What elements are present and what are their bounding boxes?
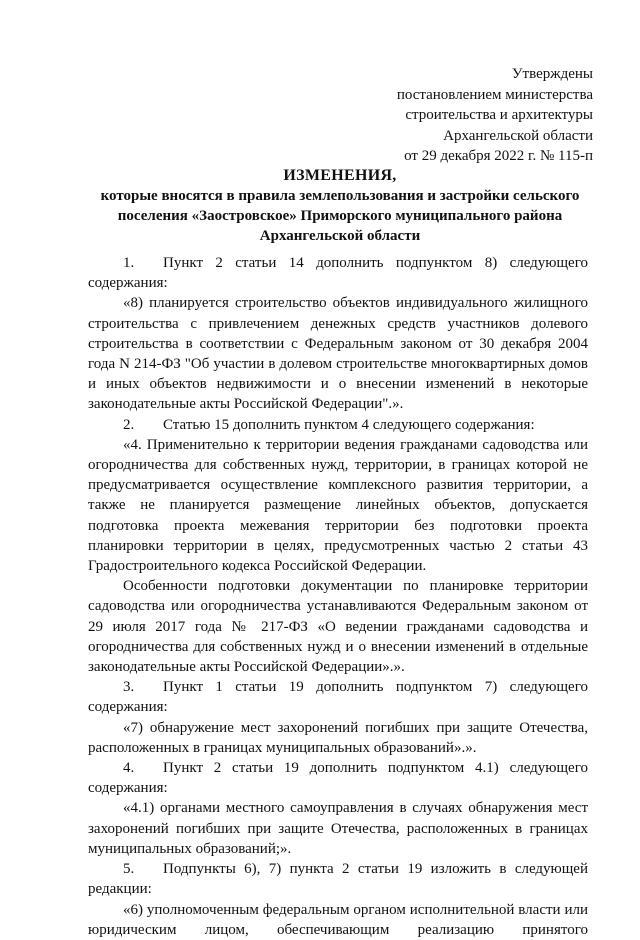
item-text: Статью 15 дополнить пунктом 4 следующего содержания: [163,416,535,433]
item-4-heading [88,758,588,778]
item-1-tail: содержания: [88,275,168,292]
item-4-paragraph: «4.1) органами местного самоуправления в случаях обнаружения мест захоронений погибших при защите Отечества, расположенных в границах муниципальных образований;». [88,800,588,857]
item-number: 1. [123,255,135,271]
item-1-heading [88,253,588,273]
item-text: Пункт 2 статьи 19 дополнить подпунктом 4.1) следующего [163,760,588,777]
item-3-paragraph: «7) обнаружение мест захоронений погибших при защите Отечества, расположенных в границах муниципальных образований».». [88,719,588,756]
item-text: Пункт 1 статьи 19 дополнить подпунктом 7) следующего [163,679,588,696]
item-3-heading [88,677,588,697]
approval-line: Архангельской области [443,127,593,144]
item-5-paragraph: «6) уполномоченным федеральным органом исполнительной власти или юридическим лицом, обеспечивающим реализацию принятого [88,901,588,938]
item-number: 4. [123,760,135,777]
document-subtitle: которые вносятся в правила землепользования и застройки сельского поселения «Заостровское» Приморского муниципального района Архангельской области [100,188,580,244]
item-1-paragraph: «8) планируется строительство объектов индивидуального жилищного строительства с привлечением денежных средств участников долевого строительства в соответствии с Федеральным законом от 30 декабря 2004 года N 214-ФЗ "Об участии в долевом строительстве многоквартирных домов и иных объектов недвижимости и о внесении изменений в некоторые законодательные акты Российской Федерации".». [88,295,588,413]
item-number: 3. [123,679,135,696]
item-text: Пункт 2 статьи 14 дополнить подпунктом 8) следующего [163,255,588,271]
item-4-tail: содержания: [88,780,168,797]
item-2-heading [88,415,588,435]
item-number: 2. [123,416,135,433]
approval-line: Утверждены [511,66,593,82]
approval-date-line: от 29 декабря 2022 г. № 115-п [404,148,593,164]
document-title: ИЗМЕНЕНИЯ, [283,167,397,184]
item-text: Подпункты 6), 7) пункта 2 статьи 19 изложить в следующей [163,861,588,878]
approval-line: строительства и архитектуры [405,107,593,123]
document-heading [80,166,600,246]
item-5-heading [88,859,588,879]
approval-stamp [293,64,593,167]
item-number: 5. [123,861,135,878]
item-2-paragraph-2: Особенности подготовки документации по планировке территории садоводства или огородничества устанавливаются Федеральным законом от 29 июля 2017 года № 217-ФЗ «О ведении гражданами садоводства и огородничества для собственных нужд и о внесении изменений в отдельные законодательные акты Российской Федерации».». [88,578,588,676]
item-3-tail: содержания: [88,699,168,716]
item-2-paragraph: «4. Применительно к территории ведения гражданами садоводства или огородничества для собственных нужд, территории, в границах которой не предусматривается осуществление комплексного развития территории, а также не планируется размещение линейных объектов, допускается подготовка проекта межевания территории без подготовки проекта планировки территории в целях, предусмотренных частью 2 статьи 43 Градостроительного кодекса Российской Федерации. [88,436,588,575]
document-body [88,253,588,940]
item-5-tail: редакции: [88,881,152,898]
approval-line: постановлением министерства [396,86,593,103]
